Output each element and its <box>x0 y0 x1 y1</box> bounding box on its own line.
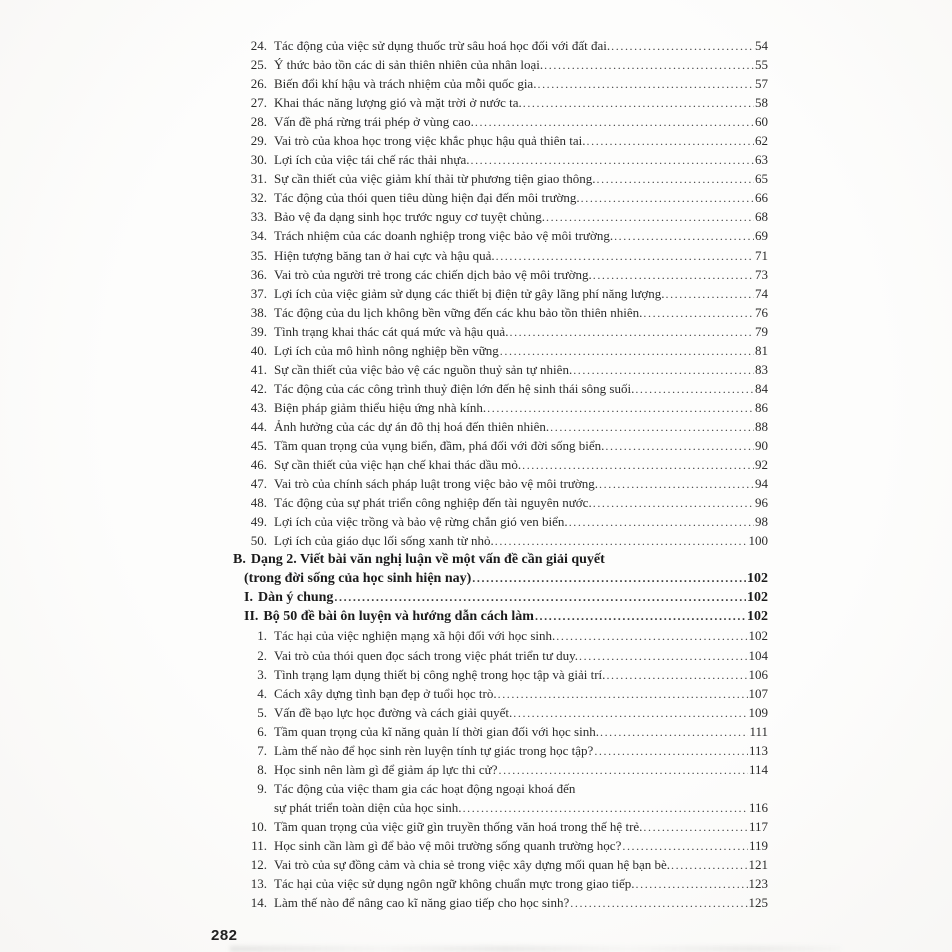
dot-leader <box>597 169 754 189</box>
dot-leader <box>495 531 748 551</box>
dot-leader <box>463 798 748 818</box>
toc-entry-number: 33. <box>250 209 267 225</box>
dot-leader <box>487 398 754 418</box>
toc-entry-row <box>233 646 768 665</box>
toc-entry-row <box>233 188 768 207</box>
toc-entry-row <box>233 417 768 436</box>
toc-section-row <box>233 588 768 607</box>
dot-leader <box>599 474 754 494</box>
toc-entry-title: Tầm quan trọng của việc giữ gìn truyền thống văn hoá trong thế hệ trẻ. <box>274 818 643 834</box>
toc-entry-page: 66 <box>755 190 768 206</box>
dot-leader <box>513 703 747 723</box>
toc-entry-page: 113 <box>748 742 768 758</box>
toc-entry-page: 86 <box>755 399 768 415</box>
dot-leader <box>334 588 746 607</box>
toc-entry-number: 6. <box>257 723 267 739</box>
dot-leader <box>593 265 754 285</box>
toc-entry-number: 49. <box>250 514 267 530</box>
toc-section-title: (trong đời sống của học sinh hiện nay) <box>244 571 472 587</box>
toc-entry-title: Khai thác năng lượng gió và mặt trời ở nước ta. <box>274 95 522 111</box>
toc-entry-number: 26. <box>250 76 267 92</box>
dot-leader <box>594 741 748 761</box>
toc-entry-title: Tình trạng lạm dụng thiết bị công nghệ trong học tập và giải trí. <box>274 666 606 682</box>
dot-leader <box>550 417 754 437</box>
toc-entry-title: Học sinh cần làm gì để bảo vệ môi trường sống quanh trường học? <box>274 837 622 853</box>
toc-entry-number: 29. <box>250 133 267 149</box>
toc-entry-title: Sự cần thiết của việc giảm khí thải từ phương tiện giao thông. <box>274 171 596 187</box>
toc-entry-number: 2. <box>257 647 267 663</box>
toc-entry-number: 37. <box>250 285 267 301</box>
dot-leader <box>635 379 754 399</box>
dot-leader <box>671 855 747 875</box>
toc-entry-number: 43. <box>250 399 267 415</box>
toc-entry-page: 88 <box>755 418 768 434</box>
toc-entry-page: 81 <box>755 342 768 358</box>
toc-entry-page: 94 <box>755 476 768 492</box>
toc-entry-row <box>233 436 768 455</box>
toc-entry-row <box>233 531 768 550</box>
toc-entry-number: 27. <box>250 95 267 111</box>
toc-entry-number: 30. <box>250 152 267 168</box>
toc-entry-row <box>233 74 768 93</box>
toc-entry-number: 7. <box>257 742 267 758</box>
dot-leader <box>605 436 754 456</box>
toc-entry-page: 102 <box>747 590 768 606</box>
toc-entry-number: 45. <box>250 437 267 453</box>
dot-leader <box>522 455 754 475</box>
toc-entry-number: 40. <box>250 342 267 358</box>
toc-entry-title: Bảo vệ đa dạng sinh học trước nguy cơ tuyệt chủng. <box>274 209 545 225</box>
toc-entry-page: 69 <box>755 228 768 244</box>
toc-entry-title: Sự cần thiết của việc hạn chế khai thác dầu mỏ. <box>274 457 522 473</box>
toc-entry-title: Vai trò của sự đồng cảm và chia sẻ trong việc xây dựng mối quan hệ bạn bè. <box>274 857 671 873</box>
toc-entry-row <box>233 474 768 493</box>
toc-entry-page: 68 <box>755 209 768 225</box>
toc-entry-title: Tác động của thói quen tiêu dùng hiện đại đến môi trường. <box>274 190 580 206</box>
toc-entry-row <box>233 512 768 531</box>
toc-entry-number: 36. <box>250 266 267 282</box>
toc-entry-row <box>233 665 768 684</box>
dot-leader <box>622 836 748 856</box>
toc-entry-title: Vấn đề bạo lực học đường và cách giải quyết. <box>274 704 513 720</box>
toc-entry-row <box>233 855 768 874</box>
dot-leader <box>544 55 754 75</box>
toc-entry-row <box>233 265 768 284</box>
toc-entry-page: 123 <box>748 876 768 892</box>
toc-entry-page: 90 <box>755 437 768 453</box>
toc-entry-row <box>233 284 768 303</box>
toc-entry-title: Lợi ích của việc trồng và bảo vệ rừng chắn gió ven biển. <box>274 514 568 530</box>
toc-entry-number: 9. <box>257 780 267 796</box>
toc-entry-page: 109 <box>748 704 768 720</box>
toc-entry-page: 73 <box>755 266 768 282</box>
dot-leader <box>643 817 748 837</box>
dot-leader <box>498 760 747 780</box>
toc-entry-number: 14. <box>250 895 267 911</box>
toc-entry-title: Tầm quan trọng của vụng biển, đầm, phá đối với đời sống biển. <box>274 437 605 453</box>
toc-entry-number: 24. <box>250 38 267 53</box>
toc-entry-page: 54 <box>755 38 768 53</box>
toc-entry-title: Vai trò của khoa học trong việc khắc phục hậu quả thiên tai. <box>274 133 586 149</box>
dot-leader <box>665 284 754 304</box>
dot-leader <box>600 722 748 742</box>
toc-entry-number: 5. <box>257 704 267 720</box>
toc-section-row <box>233 607 768 626</box>
toc-entry-title: Vai trò của người trẻ trong các chiến dịch bảo vệ môi trường. <box>274 266 592 282</box>
toc-entry-title: Ý thức bảo tồn các di sản thiên nhiên của nhân loại. <box>274 57 544 73</box>
toc-entry-page: 83 <box>755 361 768 377</box>
toc-entry-row <box>233 893 768 912</box>
toc-entry-page: 63 <box>755 152 768 168</box>
toc-entry-title: Vấn đề phá rừng trái phép ở vùng cao. <box>274 114 474 130</box>
toc-entry-page: 79 <box>755 323 768 339</box>
toc-entry-title: Vai trò của thói quen đọc sách trong việc phát triển tư duy. <box>274 647 579 663</box>
toc-section-row <box>233 550 768 569</box>
toc-entry-row <box>233 322 768 341</box>
page-number-footer: 282 <box>211 927 238 944</box>
toc-entry-row <box>233 341 768 360</box>
toc-entry-number: 8. <box>257 761 267 777</box>
toc-entry-row <box>233 169 768 188</box>
toc-section-number: II. <box>244 609 259 625</box>
dot-leader <box>614 226 754 246</box>
toc-section-number: I. <box>244 590 253 606</box>
toc-entry-title: Lợi ích của việc tái chế rác thải nhựa. <box>274 152 470 168</box>
toc-entry-title: Làm thế nào để học sinh rèn luyện tính tự giác trong học tập? <box>274 742 594 758</box>
toc-entry-page: 119 <box>748 837 768 853</box>
toc-entry-row <box>233 226 768 245</box>
dot-leader <box>470 150 754 170</box>
toc-entry-page: 117 <box>748 818 768 834</box>
toc-entry-row <box>233 246 768 265</box>
toc-entry-page: 62 <box>755 133 768 149</box>
toc-entry-page: 55 <box>755 57 768 73</box>
bottom-edge-artifact <box>230 946 842 952</box>
toc-entry-title: Lợi ích của mô hình nông nghiệp bền vững <box>274 342 499 358</box>
dot-leader <box>498 684 748 704</box>
dot-leader <box>587 131 754 151</box>
dot-leader <box>500 341 754 361</box>
toc-entry-page: 121 <box>748 857 768 873</box>
toc-entry-number: 46. <box>250 457 267 473</box>
toc-entry-number: 44. <box>250 418 267 434</box>
toc-entry-title: Lợi ích của việc giảm sử dụng các thiết bị điện tử gây lãng phí năng lượng. <box>274 285 665 301</box>
toc-entry-title: Ảnh hưởng của các dự án đô thị hoá đến thiên nhiên. <box>274 418 550 434</box>
toc-entry-number: 39. <box>250 323 267 339</box>
toc-entry-page: 74 <box>755 285 768 301</box>
toc-entry-page: 84 <box>755 380 768 396</box>
toc-section-row <box>233 569 768 588</box>
toc-entry-number: 34. <box>250 228 267 244</box>
dot-leader <box>535 607 746 626</box>
dot-leader <box>556 626 747 646</box>
toc-entry-title: Tình trạng khai thác cát quá mức và hậu quả. <box>274 323 509 339</box>
toc-entry-number: 41. <box>250 361 267 377</box>
dot-leader <box>537 74 754 94</box>
toc-entry-title: Lợi ích của giáo dục lối sống xanh từ nhỏ. <box>274 533 494 549</box>
toc-entry-page: 102 <box>748 628 768 644</box>
toc-entry-title: Biện pháp giảm thiểu hiệu ứng nhà kính. <box>274 399 487 415</box>
toc-entry-page: 102 <box>747 571 768 587</box>
toc-entry-title: Tác hại của việc sử dụng ngôn ngữ không chuẩn mực trong giao tiếp. <box>274 876 635 892</box>
toc-entry-title: Hiện tượng băng tan ở hai cực và hậu quả. <box>274 247 495 263</box>
toc-entry-title: Tác động của việc tham gia các hoạt động ngoại khoá đến <box>274 780 576 796</box>
toc-entry-number: 3. <box>257 666 267 682</box>
toc-entry-number: 31. <box>250 171 267 187</box>
toc-entry-row <box>233 817 768 836</box>
toc-entry-page: 92 <box>755 457 768 473</box>
dot-leader <box>496 246 754 266</box>
toc-entry-page: 125 <box>748 895 768 911</box>
toc-entry-row <box>233 455 768 474</box>
toc-entry-title: Tác động của các công trình thuỷ điện lớn đến hệ sinh thái sông suối. <box>274 380 635 396</box>
toc-entry-page: 76 <box>755 304 768 320</box>
toc-entry-page: 104 <box>748 647 768 663</box>
toc-entry-page: 71 <box>755 247 768 263</box>
toc-entry-number: 38. <box>250 304 267 320</box>
toc-entry-page: 65 <box>755 171 768 187</box>
toc-entry-row <box>233 398 768 417</box>
toc-entry-page: 98 <box>755 514 768 530</box>
toc-entry-title: Làm thế nào để nâng cao kĩ năng giao tiếp cho học sinh? <box>274 895 570 911</box>
toc-entry-row <box>233 779 768 798</box>
toc-entry-row <box>233 722 768 741</box>
dot-leader <box>475 112 754 132</box>
toc-entry-number: 32. <box>250 190 267 206</box>
toc-entry-row <box>233 703 768 722</box>
toc-section-title: Bộ 50 đề bài ôn luyện và hướng dẫn cách làm <box>263 609 534 625</box>
toc-entry-page: 106 <box>748 666 768 682</box>
toc-entry-row <box>233 303 768 322</box>
toc-entry-title: Tác động của du lịch không bền vững đến các khu bảo tồn thiên nhiên. <box>274 304 643 320</box>
toc-entry-page: 102 <box>747 609 768 625</box>
toc-entry-row <box>233 626 768 645</box>
toc-entry-number: 48. <box>250 495 267 511</box>
toc-entry-number: 50. <box>250 533 267 549</box>
dot-leader <box>579 646 747 666</box>
toc-entry-page: 58 <box>755 95 768 111</box>
toc-entry-title: Học sinh nên làm gì để giảm áp lực thi cử? <box>274 761 498 777</box>
toc-entry-row <box>233 55 768 74</box>
toc-entry-title: Tác động của việc sử dụng thuốc trừ sâu hoá học đối với đất đai. <box>274 38 611 53</box>
toc-entry-title: Tầm quan trọng của kĩ năng quản lí thời gian đối với học sinh. <box>274 723 599 739</box>
toc-entry-title: Sự cần thiết của việc bảo vệ các nguồn thuỷ sản tự nhiên. <box>274 361 573 377</box>
dot-leader <box>570 893 747 913</box>
toc-entry-row <box>233 798 768 817</box>
toc-entry-row <box>233 836 768 855</box>
dot-leader <box>611 36 754 56</box>
toc-entry-page: 57 <box>755 76 768 92</box>
toc-entry-number: 12. <box>250 857 267 873</box>
dot-leader <box>573 360 754 380</box>
toc-entry-title: Biến đổi khí hậu và trách nhiệm của mỗi quốc gia. <box>274 76 537 92</box>
toc-entry-page: 111 <box>749 723 768 739</box>
toc-entry-page: 114 <box>748 761 768 777</box>
toc-entry-number: 47. <box>250 476 267 492</box>
toc-entry-row <box>233 207 768 226</box>
dot-leader <box>472 569 746 588</box>
toc-entry-title: Cách xây dựng tình bạn đẹp ở tuổi học trò. <box>274 685 497 701</box>
toc-entry-page: 100 <box>748 533 768 549</box>
toc-entry-row <box>233 760 768 779</box>
dot-leader <box>636 874 748 894</box>
toc-entry-row <box>233 741 768 760</box>
toc-entry-title: Tác hại của việc nghiện mạng xã hội đối với học sinh. <box>274 628 556 644</box>
toc-entry-number: 4. <box>257 685 267 701</box>
toc-section-number: B. <box>233 552 246 568</box>
toc-section-title: Dàn ý chung <box>257 590 334 606</box>
dot-leader <box>643 303 754 323</box>
dot-leader <box>509 322 754 342</box>
dot-leader <box>546 207 754 227</box>
toc-entry-number: 10. <box>250 818 267 834</box>
dot-leader <box>593 493 754 513</box>
toc-section-title: Dạng 2. Viết bài văn nghị luận về một vấn đề cần giải quyết <box>250 552 605 568</box>
toc-entry-row <box>233 684 768 703</box>
toc-entry-page: 116 <box>748 799 768 815</box>
toc-entry-number: 28. <box>250 114 267 130</box>
toc-entry-number: 42. <box>250 380 267 396</box>
toc-entry-row <box>233 379 768 398</box>
table-of-contents <box>233 36 768 912</box>
dot-leader <box>523 93 754 113</box>
dot-leader <box>581 188 754 208</box>
dot-leader <box>606 665 747 685</box>
toc-entry-number: 11. <box>251 837 267 853</box>
toc-entry-row <box>233 493 768 512</box>
toc-entry-page: 60 <box>755 114 768 130</box>
dot-leader <box>569 512 754 532</box>
toc-entry-row <box>233 131 768 150</box>
toc-entry-row <box>233 112 768 131</box>
toc-entry-row <box>233 360 768 379</box>
toc-entry-number: 25. <box>250 57 267 73</box>
toc-entry-title: Vai trò của chính sách pháp luật trong việc bảo vệ môi trường. <box>274 476 599 492</box>
toc-entry-title: Trách nhiệm của các doanh nghiệp trong việc bảo vệ môi trường. <box>274 228 614 244</box>
toc-entry-title: sự phát triển toàn diện của học sinh. <box>274 799 462 815</box>
toc-entry-row <box>233 93 768 112</box>
toc-entry-row <box>233 150 768 169</box>
toc-entry-page: 96 <box>755 495 768 511</box>
toc-entry-page: 107 <box>748 685 768 701</box>
toc-entry-number: 35. <box>250 247 267 263</box>
toc-entry-row <box>233 36 768 55</box>
toc-entry-number: 1. <box>257 628 267 644</box>
toc-entry-number: 13. <box>250 876 267 892</box>
toc-entry-row <box>233 874 768 893</box>
toc-entry-title: Tác động của sự phát triển công nghiệp đến tài nguyên nước. <box>274 495 592 511</box>
